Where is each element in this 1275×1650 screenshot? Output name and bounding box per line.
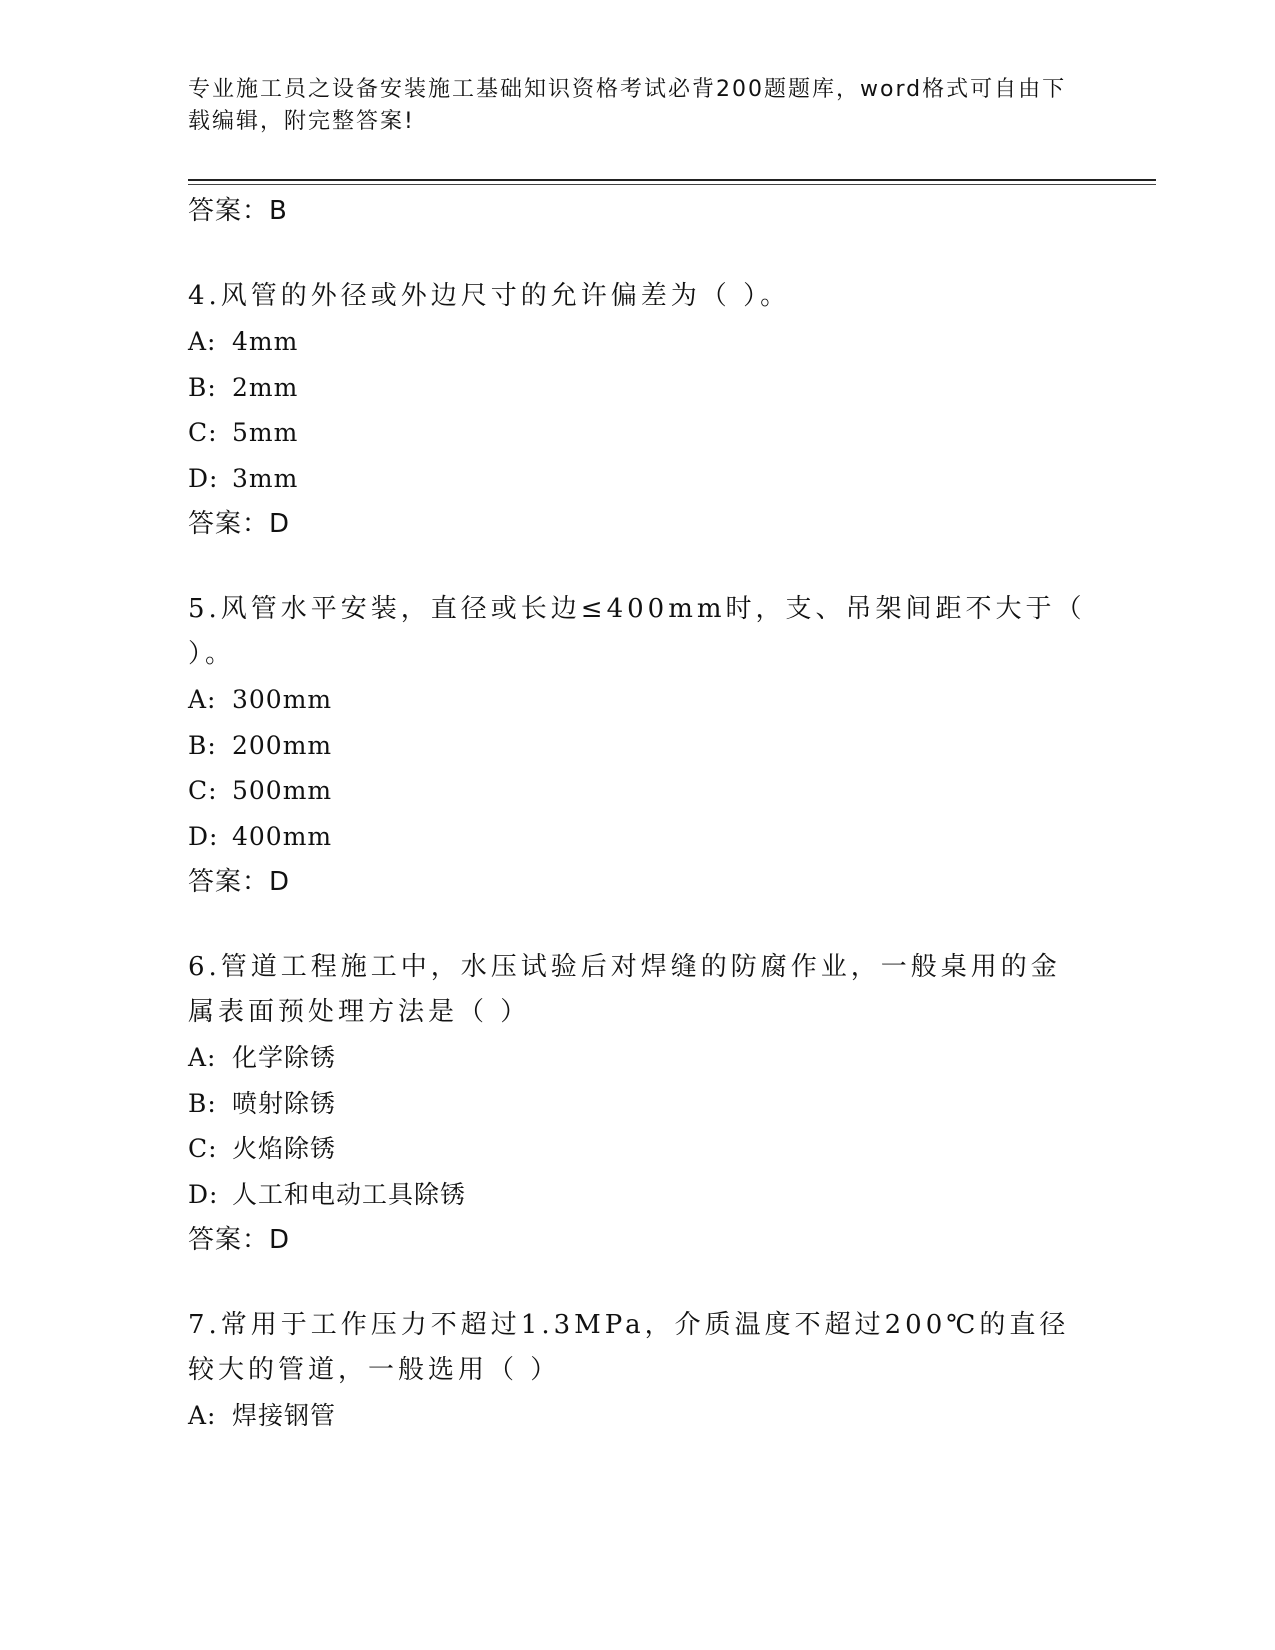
option-key: D: [188,463,219,493]
question-stem: 5.风管水平安装，直径或长边≤400mm时，支、吊架间距不大于（ ）。 [188,594,1086,669]
question-6 [188,945,1088,1263]
answer-line: 答案：D [188,509,291,539]
option-a [188,1035,1088,1081]
option-text: 5mm [232,418,299,447]
option-key: B: [188,1088,217,1118]
option-key: C: [188,1134,218,1163]
header-divider-thin [188,184,1156,185]
option-text: 火焰除锈 [232,1134,337,1163]
option-key: A: [188,685,217,714]
option-text: 500mm [232,776,333,805]
option-c [188,768,1088,814]
option-text: 4mm [232,327,299,356]
question-stem: 7.常用于工作压力不超过1.3MPa，介质温度不超过200℃的直径较大的管道，一般选用（ ） [188,1310,1070,1385]
option-text: 人工和电动工具除锈 [232,1179,467,1209]
option-key: C: [188,418,218,447]
question-4 [188,274,1088,547]
question-list [188,188,1088,1439]
option-key: B: [188,372,217,402]
option-key: A: [188,1043,217,1072]
option-key: C: [188,776,218,805]
option-b [188,723,1088,769]
option-d [188,456,1088,502]
option-b [188,1081,1088,1127]
option-a [188,319,1088,365]
option-text: 300mm [232,685,333,714]
question-7 [188,1303,1088,1439]
header-divider-thick [188,179,1156,181]
option-c [188,410,1088,456]
answer-line: 答案：D [188,867,291,897]
option-text: 焊接钢管 [232,1401,337,1430]
option-text: 喷射除锈 [232,1088,337,1118]
option-b [188,365,1088,411]
question-stem: 4.风管的外径或外边尺寸的允许偏差为（ ）。 [188,281,791,311]
option-text: 400mm [232,821,333,851]
document-header: 专业施工员之设备安装施工基础知识资格考试必背200题题库，word格式可自由下载编辑，附完整答案! [188,77,1067,134]
answer-line: 答案：B [188,196,288,226]
question-5 [188,587,1088,905]
option-text: 200mm [232,730,333,760]
answer-line: 答案：D [188,1225,291,1255]
option-text: 化学除锈 [232,1043,337,1072]
option-d [188,814,1088,860]
option-text: 3mm [232,463,299,493]
option-key: A: [188,1401,217,1430]
option-c [188,1126,1088,1172]
option-text: 2mm [232,372,299,402]
option-a [188,677,1088,723]
option-key: D: [188,1179,219,1209]
option-key: A: [188,327,217,356]
option-d [188,1172,1088,1218]
option-key: B: [188,730,217,760]
question-stem: 6.管道工程施工中，水压试验后对焊缝的防腐作业，一般桌用的金属表面预处理方法是（ ） [188,952,1061,1027]
option-key: D: [188,821,219,851]
option-a [188,1393,1088,1439]
